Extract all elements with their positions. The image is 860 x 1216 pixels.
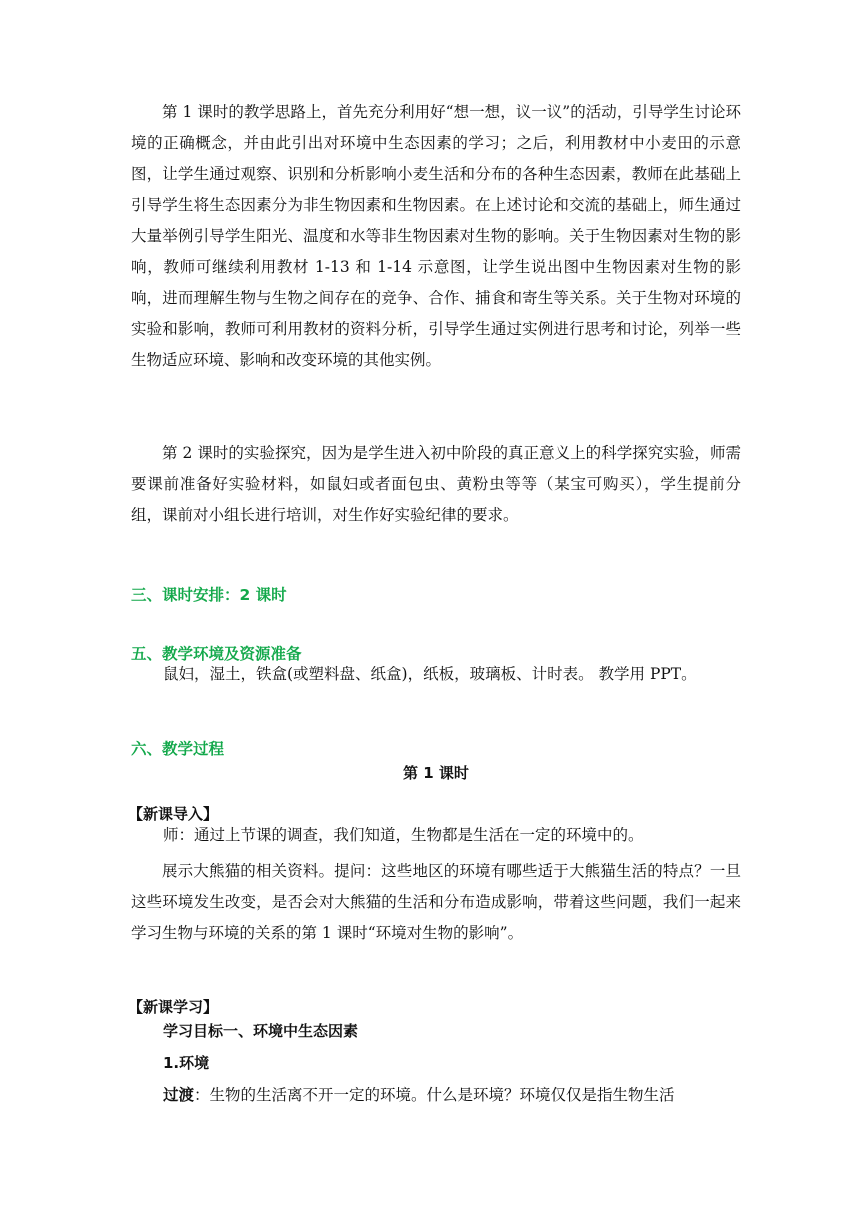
intro-line-1: 师：通过上节课的调查，我们知道，生物都是生活在一定的环境中的。 — [163, 826, 644, 844]
resources-text: 鼠妇，湿土，铁盒(或塑料盘、纸盒)，纸板，玻璃板、计时表。 教学用 PPT。 — [163, 665, 697, 683]
study-label: 【新课学习】 — [128, 998, 219, 1016]
transition-text: ：生物的生活离不开一定的环境。什么是环境？环境仅仅是指生物生活 — [194, 1086, 675, 1104]
intro-paragraph-panda: 展示大熊猫的相关资料。提问：这些地区的环境有哪些适于大熊猫生活的特点？一旦这些环境发生改变，是否会对大熊猫的生活和分布造成影响，带着这些问题，我们一起来学习生物与环境的关系的第 1 课时“环境对生物的影响”。 — [131, 862, 741, 942]
section-6-heading: 六、教学过程 — [131, 740, 225, 758]
transition-paragraph — [163, 1080, 753, 1111]
intro-paragraph-1: 第 1 课时的教学思路上，首先充分利用好“想一想，议一议”的活动，引导学生讨论环境的正确概念，并由此引出对环境中生态因素的学习；之后，利用教材中小麦田的示意图，让学生通过观察、识别和分析影响小麦生活和分布的各种生态因素，教师在此基础上引导学生将生态因素分为非生物因素和生物因素。在上述讨论和交流的基础上，师生通过大量举例引导学生阳光、温度和水等非生物因素对生物的影响。关于生物因素对生物的影响，教师可继续利用教材 1-13 和 1-14 示意图，让学生说出图中生物因素对生物的影响，进而理解生物与生物之间存在的竞争、合作、捕食和寄生等关系。关于生物对环境的实验和影响，教师可利用教材的资料分析，引导学生通过实例进行思考和讨论，列举一些生物适应环境、影响和改变环境的其他实例。 — [131, 103, 741, 369]
section-3-heading: 三、课时安排：2 课时 — [131, 586, 287, 604]
intro-label: 【新课导入】 — [128, 805, 219, 823]
goal-1-heading: 学习目标一、环境中生态因素 — [163, 1022, 359, 1040]
lesson-title: 第 1 课时 — [403, 764, 469, 782]
transition-label: 过渡 — [163, 1086, 195, 1104]
intro-paragraph-2: 第 2 课时的实验探究，因为是学生进入初中阶段的真正意义上的科学探究实验，师需要课前准备好实验材料，如鼠妇或者面包虫、黄粉虫等等（某宝可购买），学生提前分组，课前对小组长进行培训，对生作好实验纪律的要求。 — [131, 444, 741, 524]
subsection-environment: 1.环境 — [163, 1054, 210, 1072]
section-5-heading: 五、教学环境及资源准备 — [131, 645, 302, 663]
